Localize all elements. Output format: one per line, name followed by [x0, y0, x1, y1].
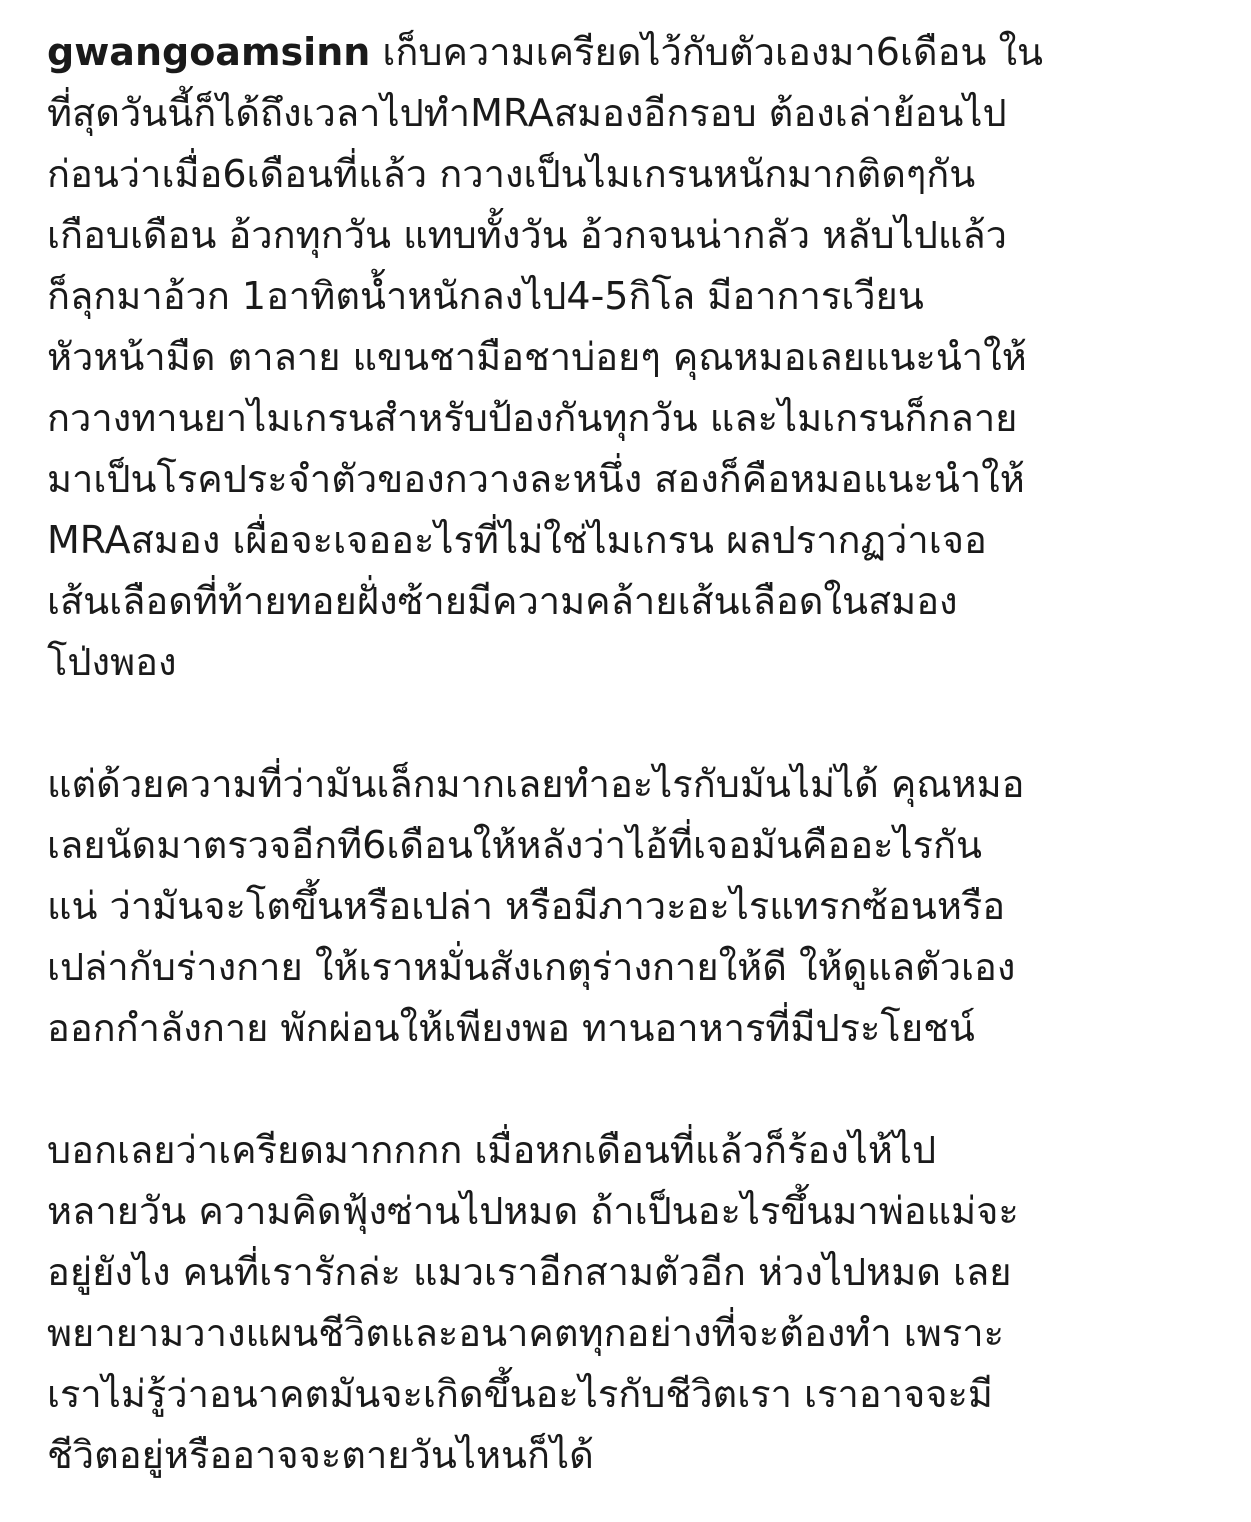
caption-line: เราไม่รู้ว่าอนาคตมันจะเกิดขึ้นอะไรกับชีวิตเรา เราอาจจะมี: [47, 1372, 993, 1416]
caption-paragraph-2: [47, 754, 1227, 1059]
caption-line: แต่ด้วยความที่ว่ามันเล็กมากเลยทำอะไรกับมันไม่ได้ คุณหมอ: [47, 762, 1025, 806]
caption-line: แน่ ว่ามันจะโตขึ้นหรือเปล่า หรือมีภาวะอะไรแทรกซ้อนหรือ: [47, 884, 1006, 928]
caption-line: อยู่ยังไง คนที่เรารักล่ะ แมวเราอีกสามตัวอีก ห่วงไปหมด เลย: [47, 1250, 1012, 1294]
caption-line: ออกกำลังกาย พักผ่อนให้เพียงพอ ทานอาหารที่มีประโยชน์: [47, 1006, 975, 1050]
caption-line: เปล่ากับร่างกาย ให้เราหมั่นสังเกตุร่างกายให้ดี ให้ดูแลตัวเอง: [47, 945, 1016, 989]
caption-line: โป่งพอง: [47, 640, 177, 684]
username-link[interactable]: gwangoamsinn: [47, 30, 371, 74]
caption-paragraph-1: [47, 22, 1227, 693]
caption-line-text: เก็บความเครียดไว้กับตัวเองมา6เดือน ใน: [370, 30, 1043, 74]
caption-paragraph-3: [47, 1120, 1227, 1486]
caption-line: เกือบเดือน อ้วกทุกวัน แทบทั้งวัน อ้วกจนน่ากลัว หลับไปแล้ว: [47, 213, 1008, 257]
caption-line: พยายามวางแผนชีวิตและอนาคตทุกอย่างที่จะต้องทำ เพราะ: [47, 1311, 1004, 1355]
caption-line: มาเป็นโรคประจำตัวของกวางละหนึ่ง สองก็คือหมอแนะนำให้: [47, 457, 1025, 501]
caption-line: [47, 22, 1227, 83]
caption-line: ชีวิตอยู่หรืออาจจะตายวันไหนก็ได้: [47, 1433, 594, 1477]
caption-line: กวางทานยาไมเกรนสำหรับป้องกันทุกวัน และไมเกรนก็กลาย: [47, 396, 1018, 440]
post-caption: [47, 22, 1227, 1486]
caption-line: หัวหน้ามืด ตาลาย แขนชามือชาบ่อยๆ คุณหมอเลยแนะนำให้: [47, 335, 1027, 379]
caption-line: บอกเลยว่าเครียดมากกกก เมื่อหกเดือนที่แล้วก็ร้องไห้ไป: [47, 1128, 937, 1172]
caption-line: ก่อนว่าเมื่อ6เดือนที่แล้ว กวางเป็นไมเกรนหนักมากติดๆกัน: [47, 152, 976, 196]
caption-line: ที่สุดวันนี้ก็ได้ถึงเวลาไปทำMRAสมองอีกรอบ ต้องเล่าย้อนไป: [47, 91, 1007, 135]
caption-line: หลายวัน ความคิดฟุ้งซ่านไปหมด ถ้าเป็นอะไรขึ้นมาพ่อแม่จะ: [47, 1189, 1019, 1233]
caption-line: เส้นเลือดที่ท้ายทอยฝั่งซ้ายมีความคล้ายเส้นเลือดในสมอง: [47, 579, 958, 623]
caption-line: ก็ลุกมาอ้วก 1อาทิตน้ำหนักลงไป4-5กิโล มีอาการเวียน: [47, 274, 924, 318]
caption-line: MRAสมอง เผื่อจะเจออะไรที่ไม่ใช่ไมเกรน ผลปรากฏว่าเจอ: [47, 518, 987, 562]
caption-line: เลยนัดมาตรวจอีกที6เดือนให้หลังว่าไอ้ที่เจอมันคืออะไรกัน: [47, 823, 983, 867]
